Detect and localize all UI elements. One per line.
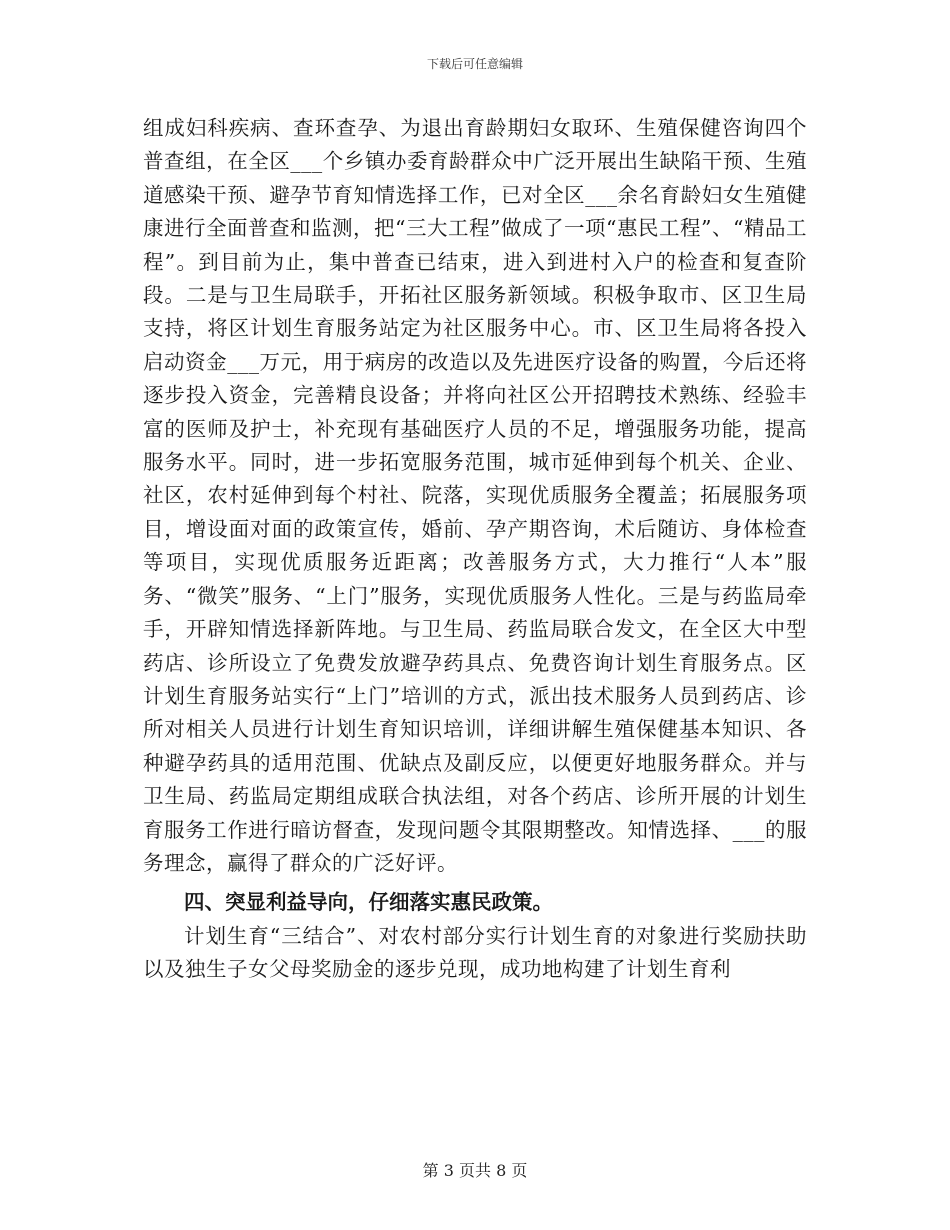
page-header: 下载后可任意编辑: [426, 57, 523, 71]
section-heading-4: 四、突显利益导向，仔细落实惠民政策。: [184, 890, 553, 915]
body-paragraph-2: 计划生育“三结合”、对农村部分实行计划生育的对象进行奖励扶助以及独生子女父母奖励金的逐步兑现，成功地构建了计划生育利: [143, 923, 807, 982]
body-paragraph-1: 组成妇科疾病、查环查孕、为退出育龄期妇女取环、生殖保健咨询四个普查组，在全区___个乡镇办委育龄群众中广泛开展出生缺陷干预、生殖道感染干预、避孕节育知情选择工作，已对全区___余名育龄妇女生殖健康进行全面普查和监测，把“三大工程”做成了一项“惠民工程”、“精品工程”。到目前为止，集中普查已结束，进入到进村入户的检查和复查阶段。二是与卫生局联手，开拓社区服务新领域。积极争取市、区卫生局支持，将区计划生育服务站定为社区服务中心。市、区卫生局将各投入启动资金___万元，用于病房的改造以及先进医疗设备的购置，今后还将逐步投入资金，完善精良设备；并将向社区公开招聘技术熟练、经验丰富的医师及护士，补充现有基础医疗人员的不足，增强服务功能，提高服务水平。同时，进一步拓宽服务范围，城市延伸到每个机关、企业、社区，农村延伸到每个村社、院落，实现优质服务全覆盖；拓展服务项目，增设面对面的政策宣传，婚前、孕产期咨询，术后随访、身体检查等项目，实现优质服务近距离；改善服务方式，大力推行“人本”服务、“微笑”服务、“上门”服务，实现优质服务人性化。三是与药监局牵手，开辟知情选择新阵地。与卫生局、药监局联合发文，在全区大中型药店、诊所设立了免费发放避孕药具点、免费咨询计划生育服务点。区计划生育服务站实行“上门”培训的方式，派出技术服务人员到药店、诊所对相关人员进行计划生育知识培训，详细讲解生殖保健基本知识、各种避孕药具的适用范围、优缺点及副反应，以便更好地服务群众。并与卫生局、药监局定期组成联合执法组，对各个药店、诊所开展的计划生育服务工作进行暗访督查，发现问题令其限期整改。知情选择、___的服务理念，赢得了群众的广泛好评。: [143, 116, 807, 875]
page-number-footer: 第 3 页共 8 页: [422, 1161, 528, 1180]
document-body: [143, 112, 807, 987]
